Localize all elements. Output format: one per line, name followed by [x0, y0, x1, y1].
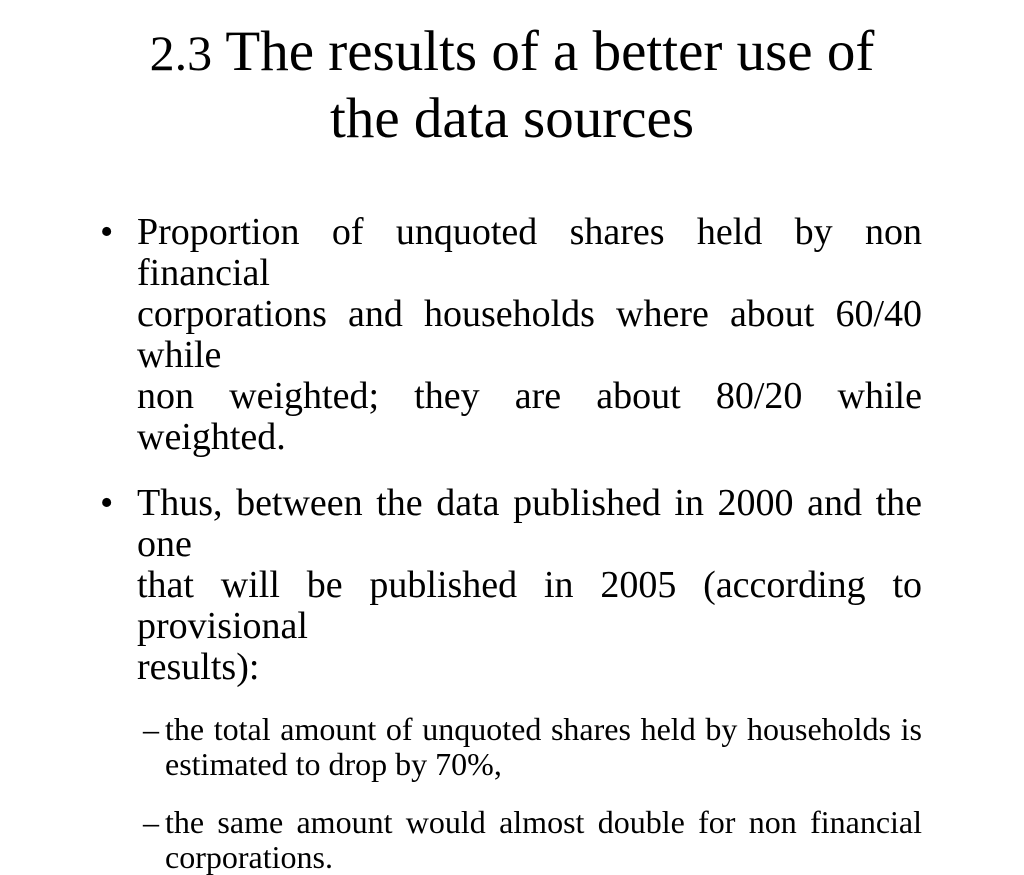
title-line-1 — [72, 19, 952, 86]
title-section-number: 2.3 — [149, 25, 213, 81]
bullet-item — [100, 212, 922, 458]
sub-bullet-marker: – — [143, 711, 159, 747]
bullet-item — [100, 483, 922, 688]
sub-bullet-item — [143, 712, 922, 782]
sub-bullet-item — [143, 805, 922, 875]
slide — [0, 19, 1024, 875]
title-line-1-text: The results of a better use of — [225, 20, 875, 83]
slide-body — [100, 212, 922, 875]
bullet-text: Proportion of unquoted shares held by non financial corporations and households where about 60/40 while non weighted; they are about 80/20 while weighted. — [137, 211, 922, 458]
bullet-text: Thus, between the data published in 2000 and the one that will be published in 2005 (according to provisional results): — [137, 482, 922, 688]
title-line-2: the data sources — [329, 87, 694, 150]
page-title — [72, 19, 952, 151]
sub-bullet-marker: – — [143, 804, 159, 840]
bullet-marker: • — [100, 211, 114, 253]
sub-bullet-text: the same amount would almost double for non financial corporations. — [165, 804, 922, 875]
bullet-marker: • — [100, 482, 114, 524]
sub-bullet-text: the total amount of unquoted shares held by households is estimated to drop by 70%, — [165, 711, 922, 782]
